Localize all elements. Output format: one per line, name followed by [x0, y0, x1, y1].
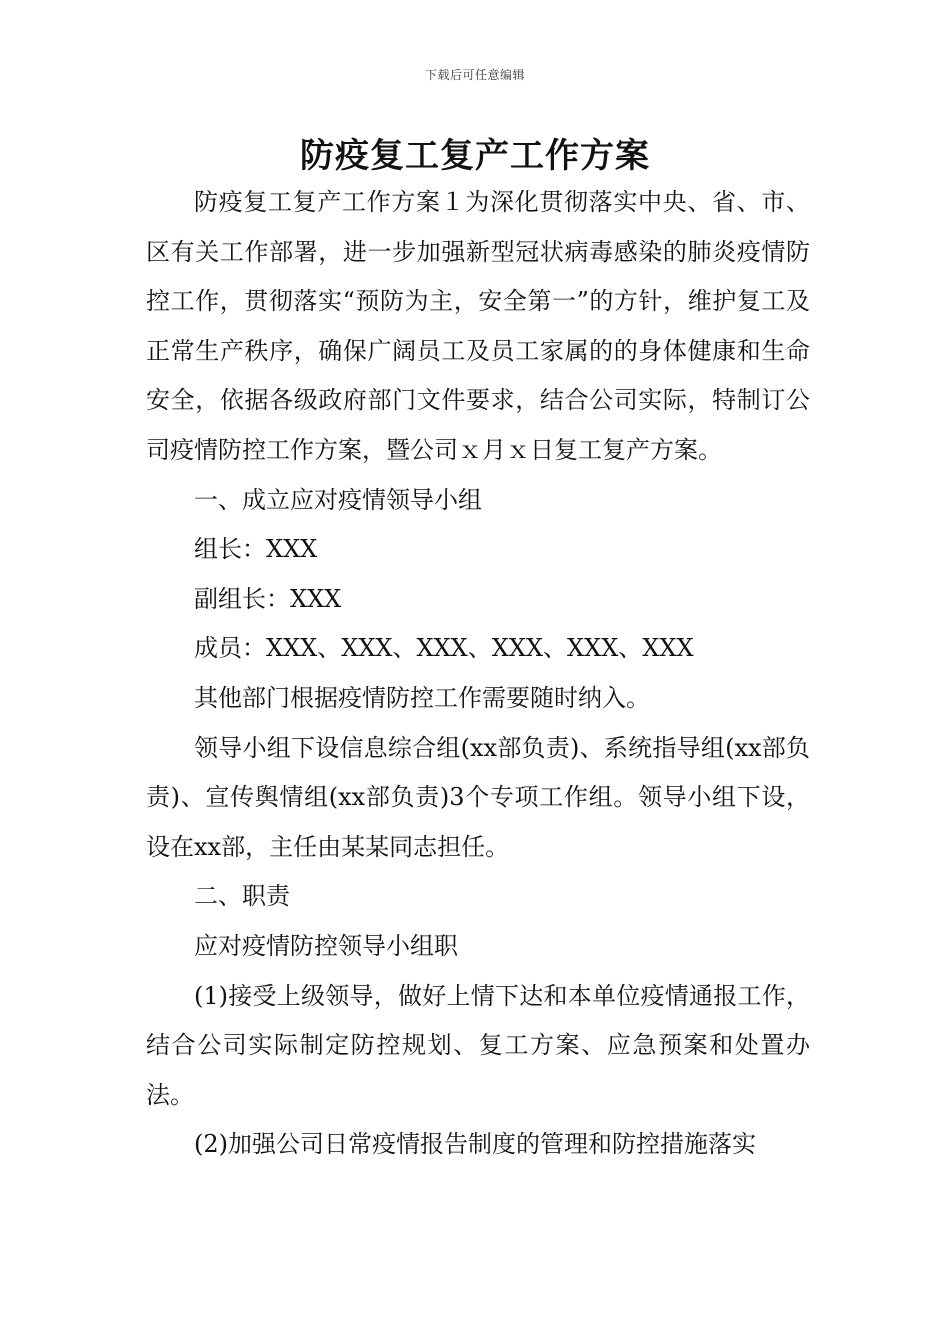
paragraph-duty-2: (2)加强公司日常疫情报告制度的管理和防控措施落实: [194, 1130, 756, 1159]
paragraph-working-groups: 领导小组下设信息综合组(xx部负责)、系统指导组(xx部负责)、宣传舆情组(xx部负责)3个专项工作组。领导小组下设，设在xx部，主任由某某同志担任。: [146, 733, 810, 861]
section-heading-2: 二、职责: [194, 882, 290, 911]
document-body: [146, 178, 810, 1170]
paragraph-duties-intro: 应对疫情防控领导小组职: [194, 931, 458, 960]
document-title: 防疫复工复产工作方案: [300, 136, 650, 176]
paragraph-intro: 防疫复工复产工作方案１为深化贯彻落实中央、省、市、区有关工作部署，进一步加强新型冠状病毒感染的肺炎疫情防控工作，贯彻落实“预防为主，安全第一”的方针，维护复工及正常生产秩序，确保广阔员工及员工家属的的身体健康和生命安全，依据各级政府部门文件要求，结合公司实际，特制订公司疫情防控工作方案，暨公司ｘ月ｘ日复工复产方案。: [146, 188, 810, 464]
paragraph-other-departments: 其他部门根据疫情防控工作需要随时纳入。: [194, 683, 650, 712]
header-note: 下载后可任意编辑: [424, 68, 525, 82]
paragraph-duty-1: (1)接受上级领导，做好上情下达和本单位疫情通报工作，结合公司实际制定防控规划、复工方案、应急预案和处置办法。: [146, 981, 810, 1109]
paragraph-members: 成员：XXX、XXX、XXX、XXX、XXX、XXX: [194, 634, 694, 663]
section-heading-1: 一、成立应对疫情领导小组: [194, 485, 482, 514]
paragraph-leader: 组长：XXX: [194, 535, 318, 564]
paragraph-deputy-leader: 副组长：XXX: [194, 584, 342, 613]
